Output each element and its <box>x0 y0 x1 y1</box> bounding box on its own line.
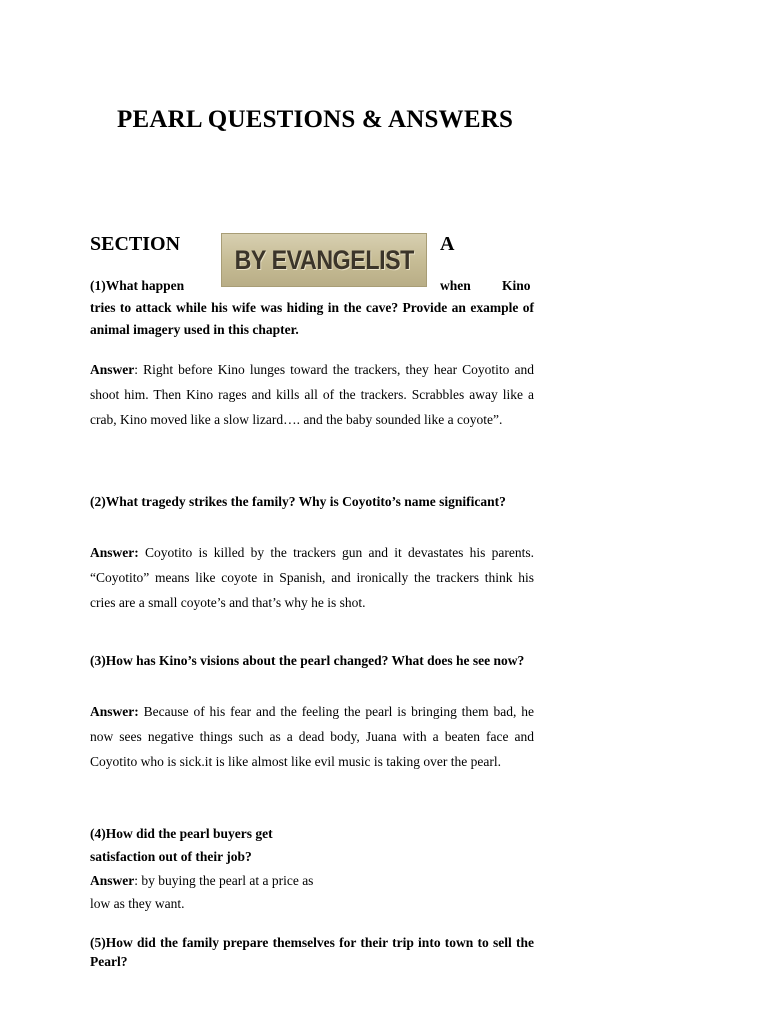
question-4-line-1: (4)How did the pearl buyers get <box>90 826 273 841</box>
answer-1 <box>90 357 534 432</box>
answer-4 <box>90 869 534 915</box>
answer-text: Right before Kino lunges toward the trackers, they hear Coyotito and shoot him. Then Kino rages and kills all of the trackers. Scrabbles away like a crab, Kino moved like a slow lizard…. and the baby sounded like a coyote”. <box>90 362 534 427</box>
watermark-text: BY EVANGELIST <box>234 244 414 275</box>
answer-label: Answer: <box>90 704 139 719</box>
answer-2 <box>90 540 534 615</box>
answer-4-line-1: : by buying the pearl at a price as <box>134 873 314 888</box>
answer-4-line-2: low as they want. <box>90 896 185 911</box>
answer-3 <box>90 699 534 774</box>
question-2: (2)What tragedy strikes the family? Why is Coyotito’s name significant? <box>90 494 506 509</box>
page-title: PEARL QUESTIONS & ANSWERS <box>117 106 514 133</box>
question-1-part-3: Kino <box>502 278 531 293</box>
question-4-line-2: satisfaction out of their job? <box>90 849 252 864</box>
answer-separator: : <box>134 362 144 377</box>
answer-label: Answer <box>90 873 135 888</box>
question-1-part-2: when <box>440 278 471 293</box>
answer-text: Coyotito is killed by the trackers gun and it devastates his parents. “Coyotito” means like coyote in Spanish, and ironically the trackers think his cries are a small coyote’s and that’s why he is shot. <box>90 545 535 610</box>
watermark-stamp <box>221 233 427 287</box>
question-3: (3)How has Kino’s visions about the pearl changed? What does he see now? <box>90 653 525 668</box>
answer-label: Answer: <box>90 545 139 560</box>
question-1-part-1: (1)What happen <box>90 278 185 293</box>
answer-label: Answer <box>90 362 135 377</box>
question-4 <box>90 822 534 868</box>
question-5: (5)How did the family prepare themselves for their trip into town to sell the Pearl? <box>90 935 534 969</box>
answer-text: Because of his fear and the feeling the pearl is bringing them bad, he now sees negative things such as a dead body, Juana with a beaten face and Coyotito who is sick.it is like almost like evil music is taking over the pearl. <box>90 704 534 769</box>
section-letter: A <box>440 233 455 255</box>
question-1-continued: tries to attack while his wife was hiding in the cave? Provide an example of animal imagery used in this chapter. <box>90 300 534 337</box>
section-heading: SECTION <box>90 233 181 255</box>
